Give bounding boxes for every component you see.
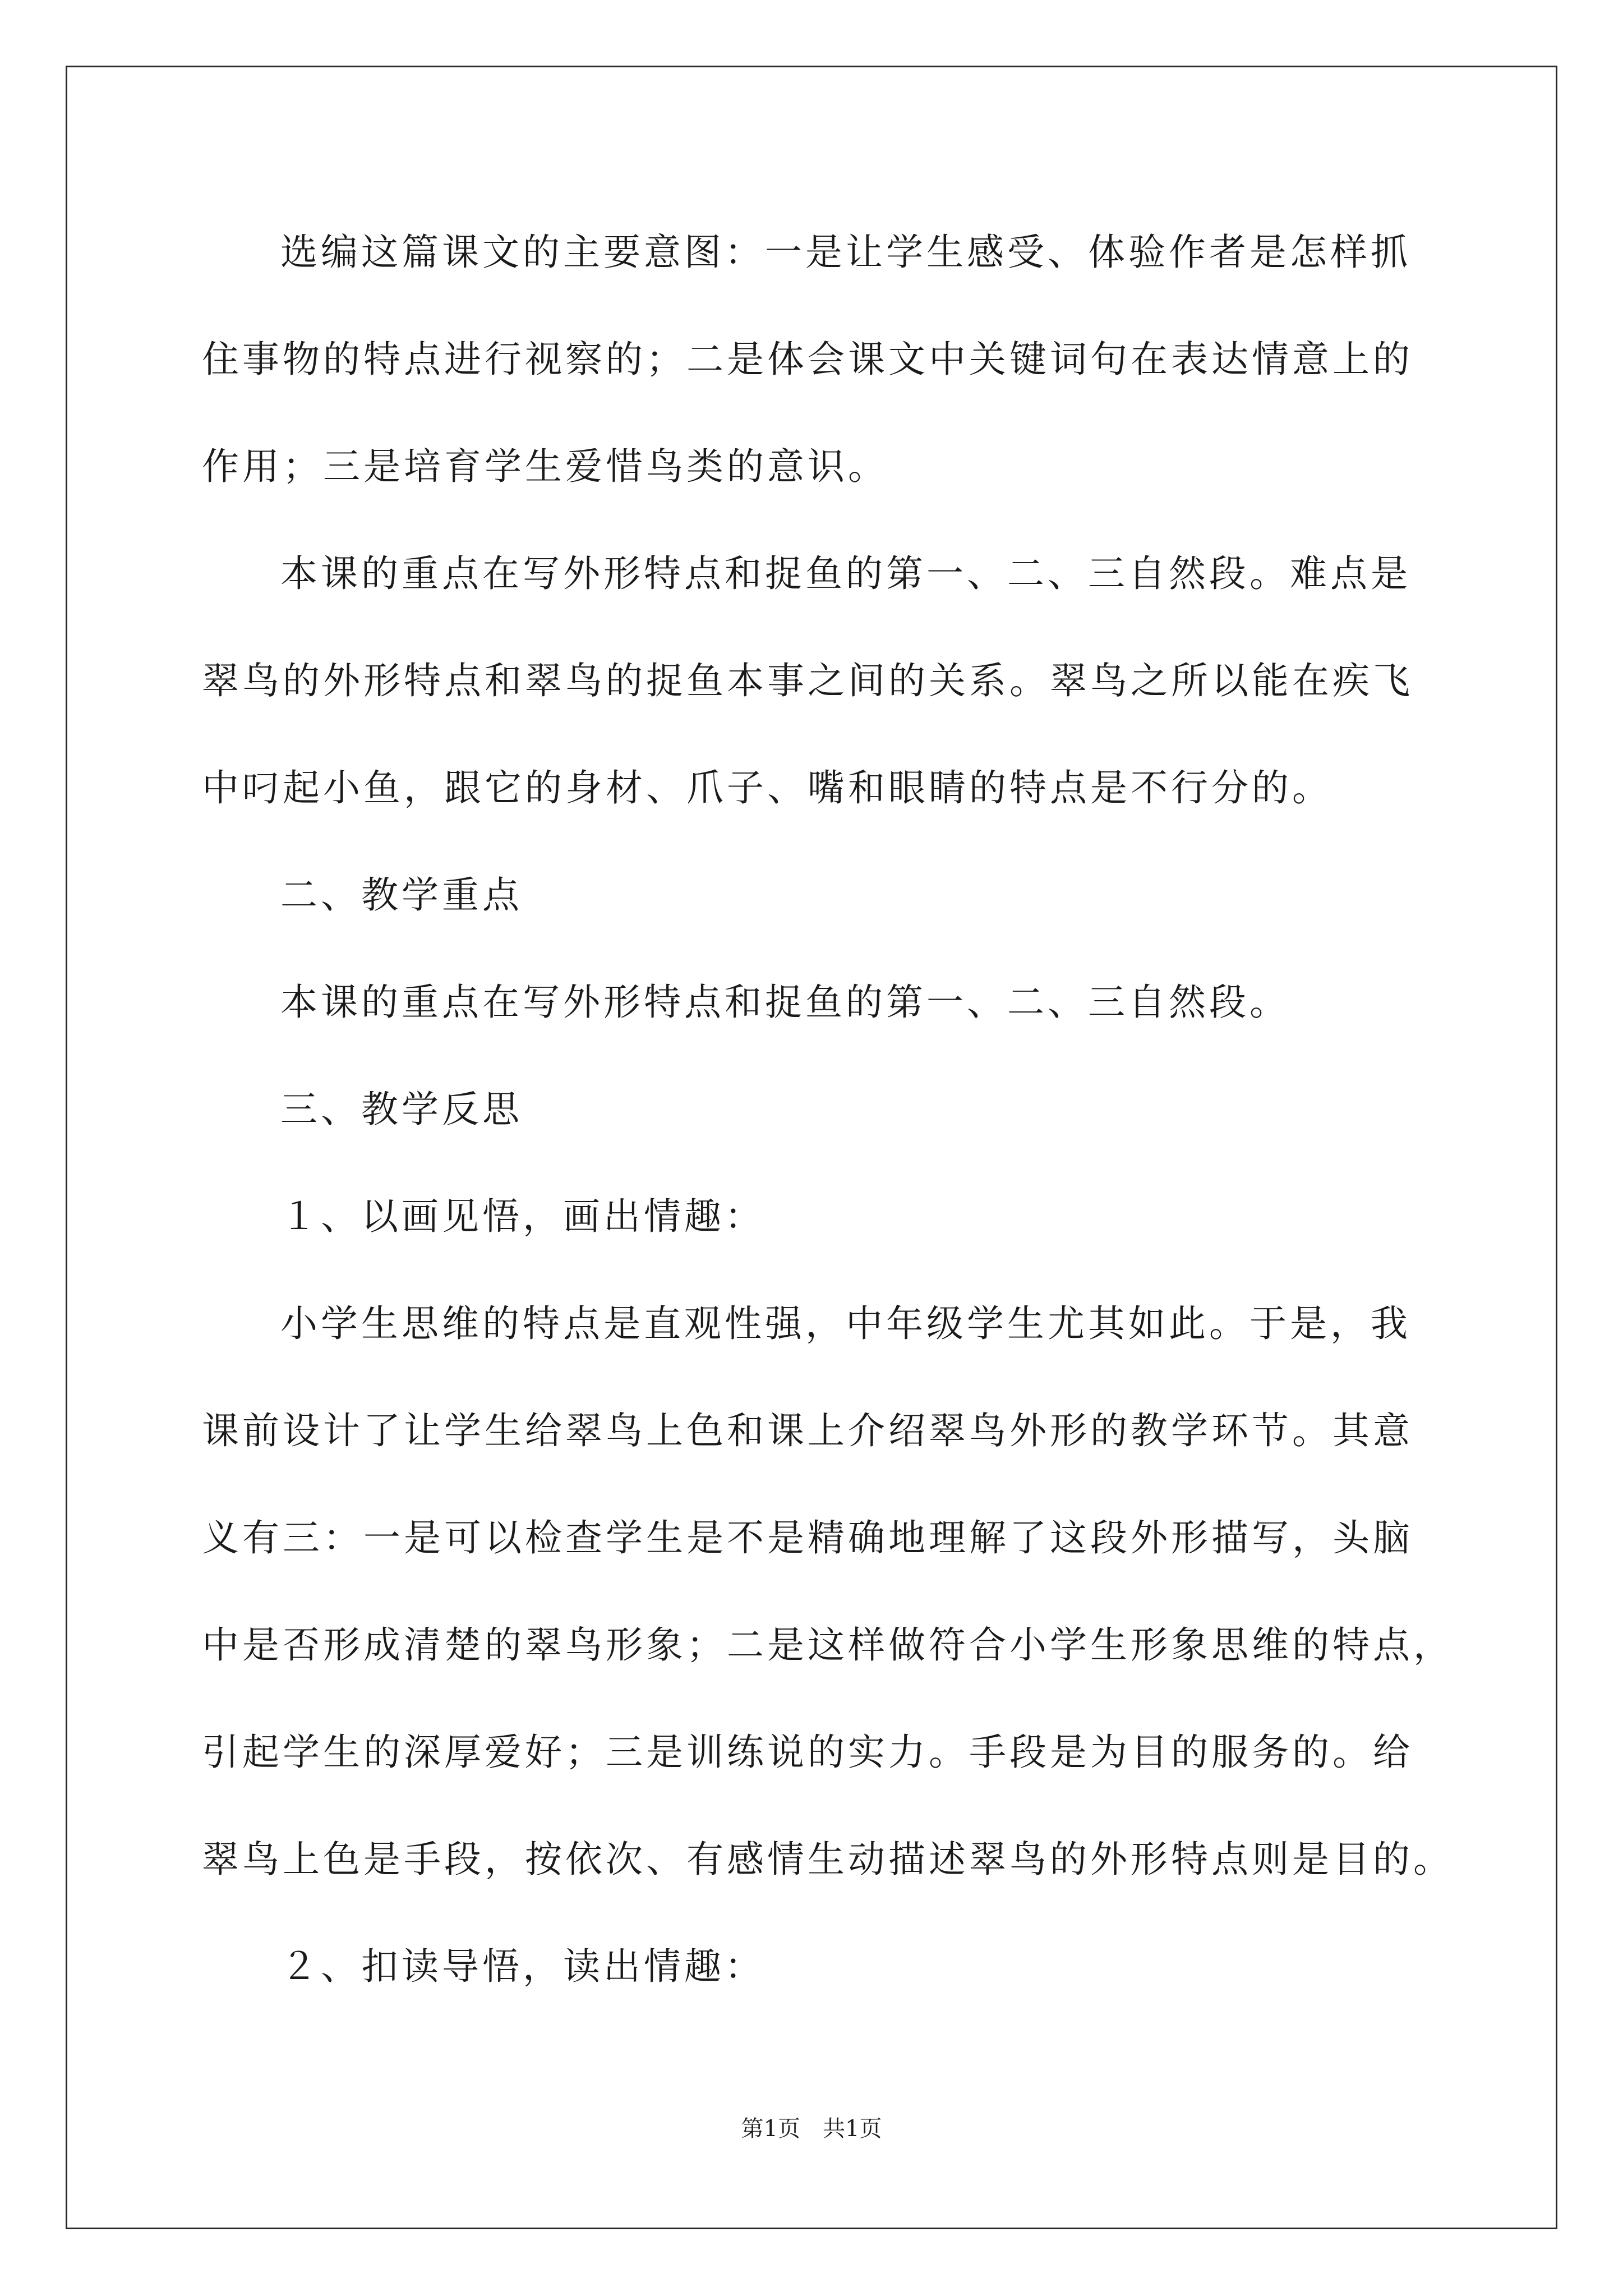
text-line: 本课的重点在写外形特点和捉鱼的第一、二、三自然段。难点是 <box>280 552 1411 595</box>
text-line: 中叼起小鱼，跟它的身材、爪子、嘴和眼睛的特点是不行分的。 <box>202 766 1332 809</box>
text-line: 课前设计了让学生给翠鸟上色和课上介绍翠鸟外形的教学环节。其意 <box>202 1409 1413 1452</box>
text-line: 引起学生的深厚爱好；三是训练说的实力。手段是为目的服务的。给 <box>202 1731 1413 1774</box>
text-line: 小学生思维的特点是直观性强，中年级学生尤其如此。于是，我 <box>280 1302 1411 1345</box>
text-line: 本课的重点在写外形特点和捉鱼的第一、二、三自然段。 <box>280 981 1290 1024</box>
text-line: 住事物的特点进行视察的；二是体会课文中关键词句在表达情意上的 <box>202 338 1413 381</box>
document-body <box>202 222 1454 2043</box>
text-line: 选编这篇课文的主要意图：一是让学生感受、体验作者是怎样抓 <box>280 231 1411 274</box>
section-heading: 二、教学重点 <box>280 873 523 917</box>
text-line: 作用；三是培育学生爱惜鸟类的意识。 <box>202 445 888 488</box>
text-line: 义有三：一是可以检查学生是不是精确地理解了这段外形描写，头脑 <box>202 1516 1413 1559</box>
page-number-footer: 第1页 共1页 <box>741 2116 882 2142</box>
text-line: 翠鸟上色是手段，按依次、有感情生动描述翠鸟的外形特点则是目的。 <box>202 1838 1454 1881</box>
text-line: 翠鸟的外形特点和翠鸟的捉鱼本事之间的关系。翠鸟之所以能在疾飞 <box>202 659 1413 702</box>
section-heading: 三、教学反思 <box>280 1088 523 1131</box>
subsection-heading: ２、扣读导悟，读出情趣： <box>280 1945 765 1988</box>
text-line: 中是否形成清楚的翠鸟形象；二是这样做符合小学生形象思维的特点， <box>202 1623 1454 1667</box>
subsection-heading: １、以画见悟，画出情趣： <box>280 1195 765 1238</box>
